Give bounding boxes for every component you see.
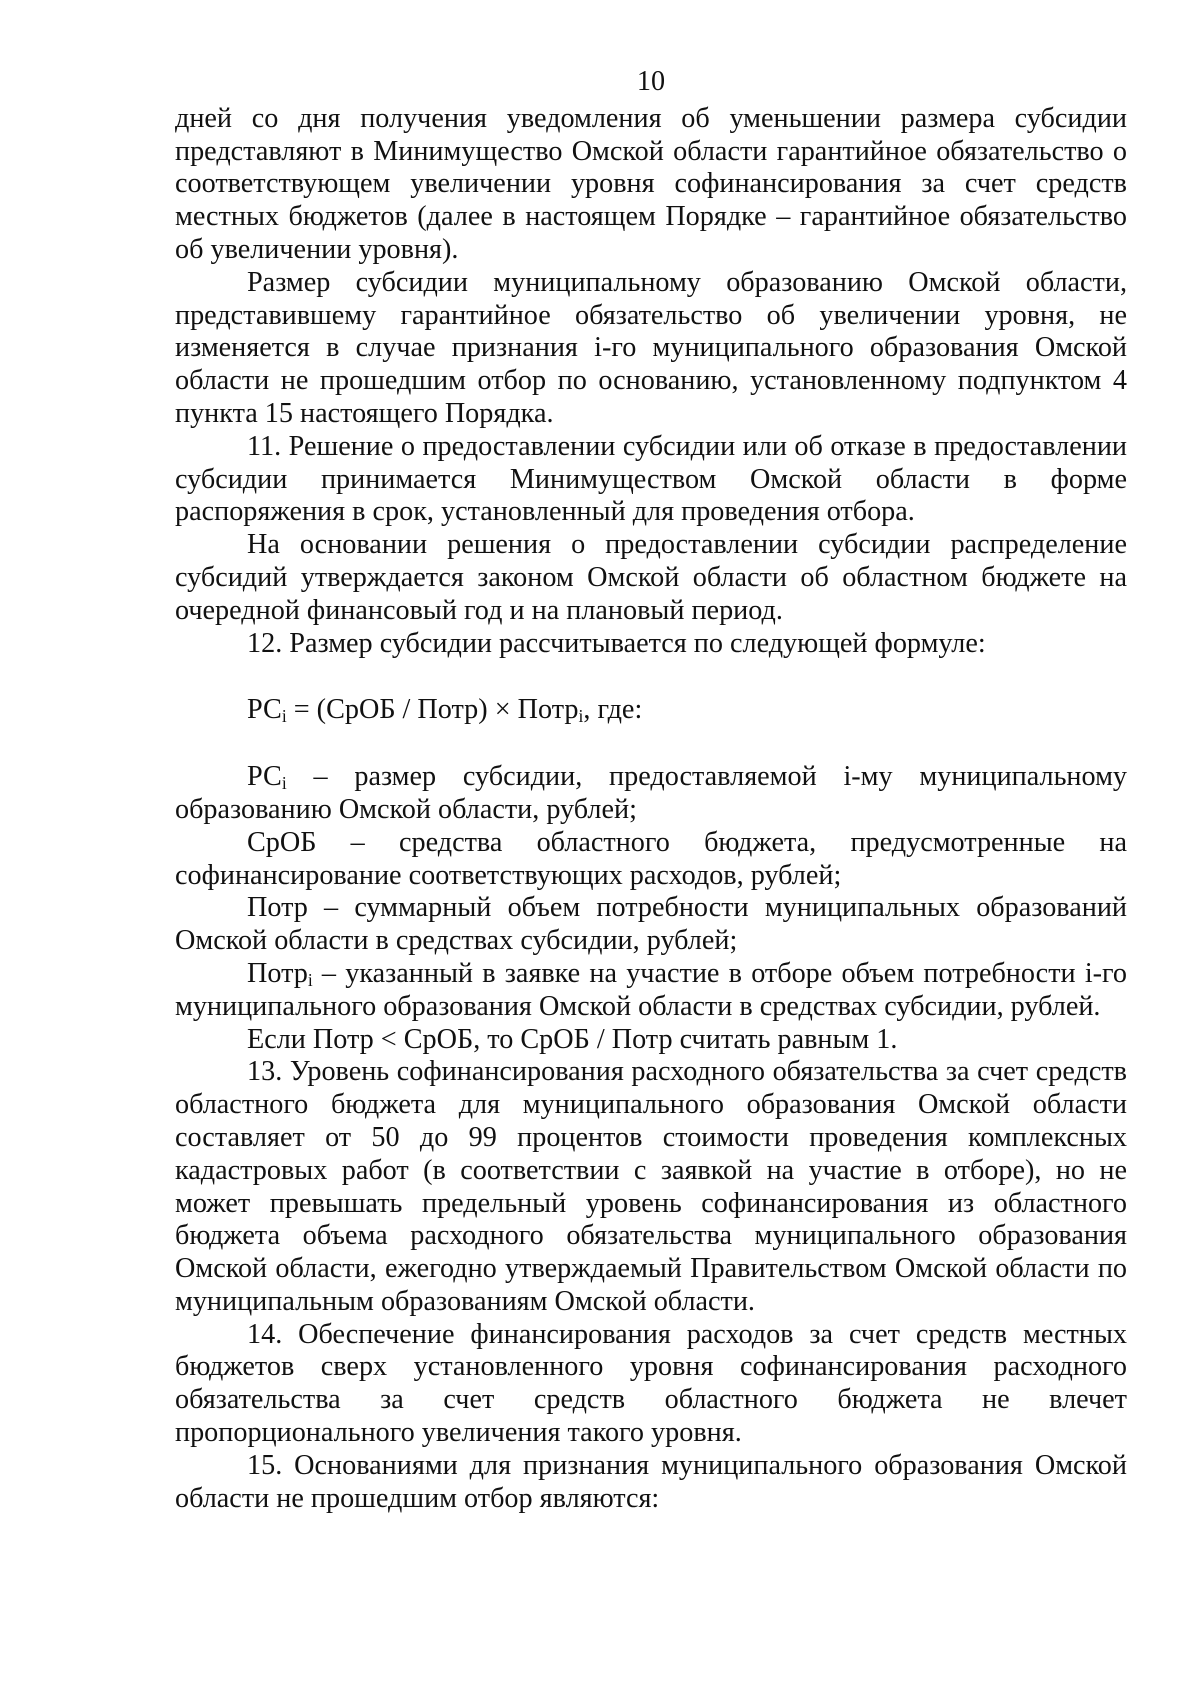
formula-rhs-subscript: i bbox=[578, 706, 584, 727]
definition-potr-i-subscript: i bbox=[307, 969, 313, 990]
definition-condition: Если Потр < СрОБ, то СрОБ / Потр считать равным 1. bbox=[247, 1023, 898, 1055]
paragraph-clause-12: 12. Размер субсидии рассчитывается по следующей формуле: bbox=[247, 627, 986, 659]
paragraph-clause-13: 13. Уровень софинансирования расходного обязательства за счет средств областного бюджета для муниципального образования Омской области составляет от 50 до 99 процентов стоимости проведения комплексных кадастровых работ (в соответствии с заявкой на участие в отборе), но не может превышать предельный уровень софинансирования из областного бюджета объема расходного обязательства муниципального образования Омской области, ежегодно утверждаемый Правительством Омской области по муниципальным образованиям Омской области. bbox=[175, 1056, 1127, 1317]
page-number: 10 bbox=[636, 66, 666, 97]
definition-potr: Потр – суммарный объем потребности муниципальных образований Омской области в средствах субсидии, рублей; bbox=[175, 892, 1127, 957]
formula-tail: , где: bbox=[583, 694, 643, 726]
paragraph-guarantee-obligation: дней со дня получения уведомления об уменьшении размера субсидии представляют в Минимущество Омской области гарантийное обязательство о соответствующем увеличении уровня софинансирования за счет средств местных бюджетов (далее в настоящем Порядке – гарантийное обязательство об увеличении уровня). bbox=[175, 102, 1127, 265]
definition-srob: СрОБ – средства областного бюджета, предусмотренные на софинансирование соответствующих расходов, рублей; bbox=[175, 826, 1127, 891]
paragraph-clause-15: 15. Основаниями для признания муниципального образования Омской области не прошедшим отбор являются: bbox=[175, 1449, 1127, 1514]
definition-rc-subscript: i bbox=[281, 772, 287, 793]
formula-lhs-subscript: i bbox=[281, 706, 287, 727]
definition-rc bbox=[175, 761, 1127, 827]
paragraph-clause-11: 11. Решение о предоставлении субсидии или об отказе в предоставлении субсидии принимается Минимуществом Омской области в форме распоряжения в срок, установленный для проведения отбора. bbox=[175, 430, 1127, 528]
paragraph-distribution-law: На основании решения о предоставлении субсидии распределение субсидий утверждается законом Омской области об областном бюджете на очередной финансовый год и на плановый период. bbox=[175, 529, 1127, 626]
formula-middle: = (СрОБ / Потр) × Потр bbox=[286, 694, 579, 726]
definition-potr-i bbox=[175, 958, 1127, 1024]
document-page bbox=[175, 66, 1127, 1515]
paragraph-subsidy-size-unchanged: Размер субсидии муниципальному образованию Омской области, представившему гарантийное обязательство об увеличении уровня, не изменяется в случае признания i-го муниципального образования Омской области не прошедшим отбор по основанию, установленному подпунктом 4 пункта 15 настоящего Порядка. bbox=[175, 266, 1127, 429]
formula-lhs: РС bbox=[247, 694, 282, 726]
definition-rc-term: РС bbox=[247, 761, 282, 793]
definition-potr-i-text: – указанный в заявке на участие в отборе объем потребности i-го муниципального образования Омской области в средствах субсидии, рублей. bbox=[175, 957, 1127, 1022]
paragraph-clause-14: 14. Обеспечение финансирования расходов за счет средств местных бюджетов сверх установленного уровня софинансирования расходного обязательства за счет средств областного бюджета не влечет пропорционального увеличения такого уровня. bbox=[175, 1318, 1127, 1449]
definition-rc-text: – размер субсидии, предоставляемой i-му муниципальному образованию Омской области, рублей; bbox=[175, 761, 1127, 825]
definition-potr-i-term: Потр bbox=[247, 957, 308, 989]
formula bbox=[175, 694, 1127, 727]
